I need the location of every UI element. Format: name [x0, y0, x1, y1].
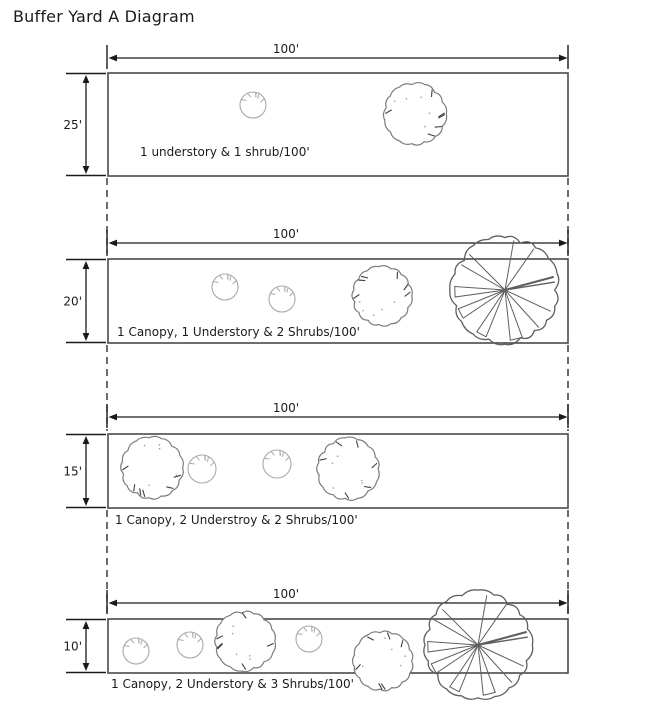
understory-tree-symbol-0-1-speckle [406, 98, 408, 100]
understory-tree-symbol-0-1-speckle [429, 112, 431, 114]
width-dimension-arrowhead-right-1 [559, 240, 568, 247]
width-dimension-arrowhead-left-1 [109, 240, 118, 247]
understory-tree-symbol-2-3-speckle [333, 487, 335, 489]
understory-tree-symbol-2-3-speckle [332, 463, 334, 465]
understory-tree-symbol-3-2-speckle [236, 654, 238, 656]
understory-tree-symbol-2-0-speckle [176, 474, 178, 476]
width-dimension-label-2: 100' [272, 401, 300, 415]
understory-tree-symbol-0-1-speckle [424, 126, 426, 128]
row-caption-3: 1 Canopy, 2 Understory & 3 Shrubs/100' [111, 677, 354, 691]
page-title: Buffer Yard A Diagram [13, 7, 195, 26]
understory-tree-symbol-3-4-speckle [400, 665, 402, 667]
width-dimension-label-1: 100' [272, 227, 300, 241]
understory-tree-symbol-3-2-speckle [249, 659, 251, 661]
depth-dimension-arrowhead-down-0 [83, 166, 90, 174]
depth-dimension-label-2: 15' [63, 464, 82, 479]
width-dimension-arrowhead-right-3 [559, 600, 568, 607]
depth-dimension-label-0: 25' [63, 118, 82, 132]
understory-tree-symbol-1-2-speckle [381, 309, 383, 311]
understory-tree-symbol-0-1-tick [435, 127, 442, 128]
understory-tree-symbol-3-2-speckle [232, 625, 234, 627]
understory-tree-symbol-3-4-speckle [391, 649, 393, 651]
understory-tree-symbol-2-0-speckle [159, 448, 161, 450]
row-caption-2: 1 Canopy, 2 Understroy & 2 Shrubs/100' [115, 513, 358, 527]
depth-dimension-arrowhead-up-3 [83, 621, 90, 629]
understory-tree-symbol-3-4-speckle [362, 666, 364, 668]
understory-tree-symbol-3-4-speckle [404, 655, 406, 657]
understory-tree-symbol-2-3-speckle [361, 480, 363, 482]
depth-dimension-arrowhead-down-1 [83, 333, 90, 341]
understory-tree-symbol-0-1-speckle [394, 101, 396, 103]
width-dimension-arrowhead-right-0 [559, 55, 568, 62]
understory-tree-symbol-1-2-speckle [373, 314, 375, 316]
depth-dimension-arrowhead-up-1 [83, 261, 90, 269]
understory-tree-symbol-2-0-speckle [159, 444, 161, 446]
width-dimension-label-0: 100' [272, 42, 300, 56]
understory-tree-symbol-2-3-speckle [337, 455, 339, 457]
understory-tree-symbol-3-2-speckle [249, 655, 251, 657]
understory-tree-symbol-1-2-speckle [362, 310, 364, 312]
understory-tree-symbol-1-2-speckle [359, 301, 361, 303]
depth-dimension-arrowhead-up-2 [83, 436, 90, 444]
understory-tree-symbol-3-2-speckle [232, 633, 234, 635]
depth-dimension-arrowhead-down-3 [83, 663, 90, 671]
depth-dimension-arrowhead-down-2 [83, 498, 90, 506]
width-dimension-label-3: 100' [272, 587, 300, 601]
width-dimension-arrowhead-left-0 [109, 55, 118, 62]
row-caption-1: 1 Canopy, 1 Understory & 2 Shrubs/100' [117, 325, 360, 339]
row-caption-0: 1 understory & 1 shrub/100' [140, 145, 310, 159]
understory-tree-symbol-2-0-speckle [148, 485, 150, 487]
width-dimension-arrowhead-left-3 [109, 600, 118, 607]
depth-dimension-arrowhead-up-0 [83, 75, 90, 83]
width-dimension-arrowhead-left-2 [109, 414, 118, 421]
buffer-strip-rect-0 [108, 73, 568, 176]
understory-tree-symbol-3-4-speckle [384, 637, 386, 639]
understory-tree-symbol-1-2-speckle [394, 301, 396, 303]
understory-tree-symbol-2-0-speckle [144, 445, 146, 447]
understory-tree-symbol-3-4 [353, 631, 413, 691]
width-dimension-arrowhead-right-2 [559, 414, 568, 421]
depth-dimension-label-3: 10' [63, 639, 82, 654]
understory-tree-symbol-1-2-tick [358, 280, 365, 281]
understory-tree-symbol-2-3-speckle [361, 482, 363, 484]
understory-tree-symbol-0-1-tick [432, 90, 433, 97]
depth-dimension-label-1: 20' [63, 294, 82, 309]
understory-tree-symbol-0-1-speckle [420, 97, 422, 99]
